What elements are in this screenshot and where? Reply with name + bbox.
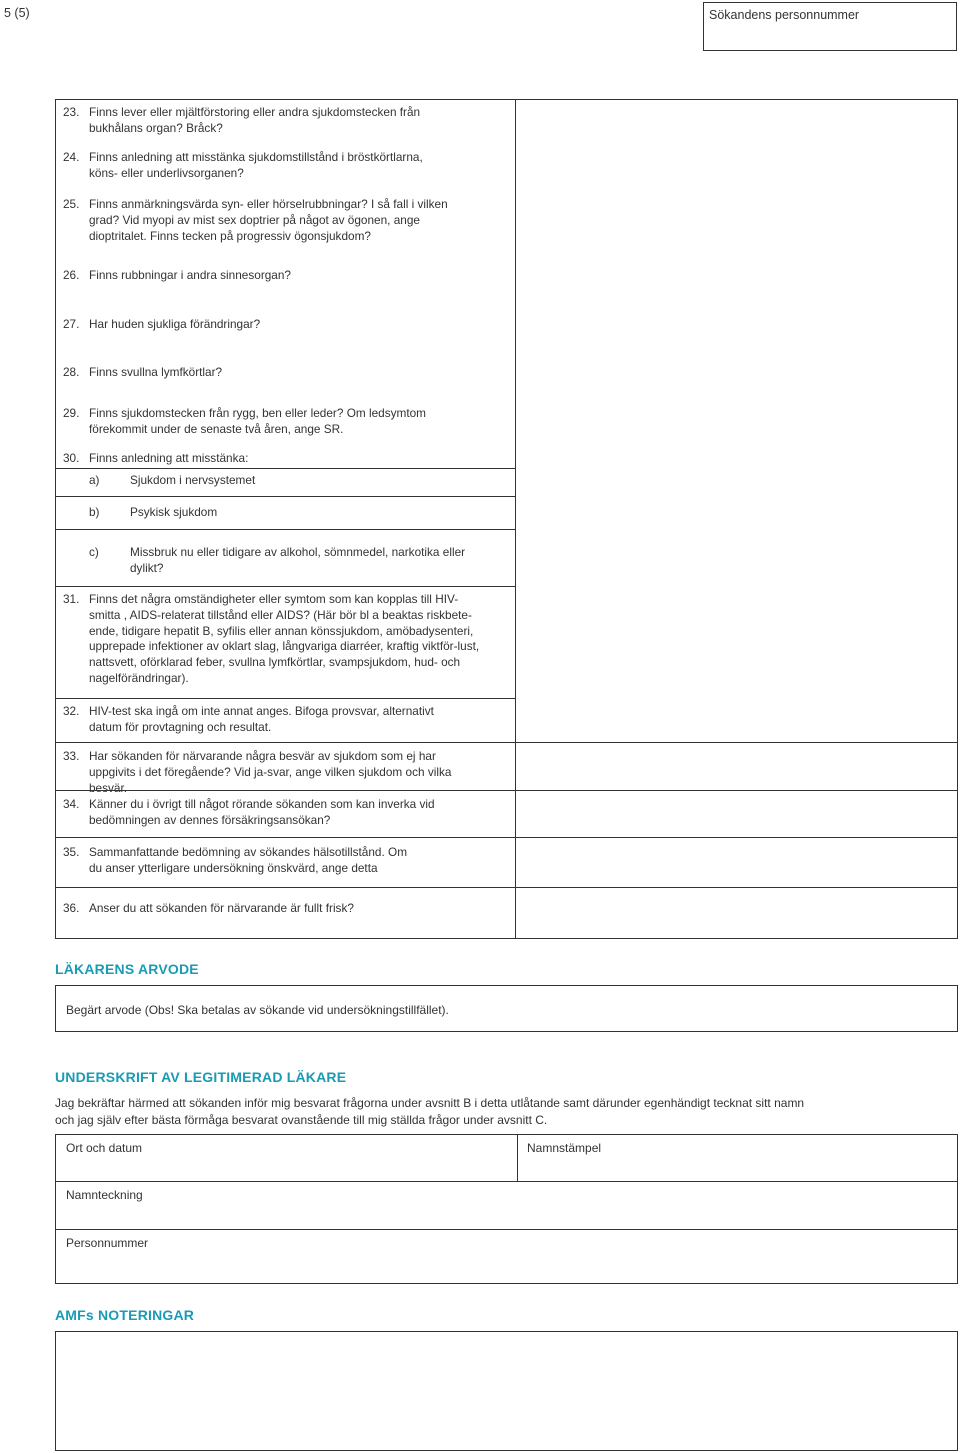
question-32 [63,704,443,736]
question-text: Finns det några omständigheter eller symtom som kan kopplas till HIV-smitta , AIDS-relaterat tillstånd eller AIDS? (Här bör bl a beaktas riskbete-ende, tidigare hepatit B, syfilis eller annan könssjukdom, amöbadysenteri, upprepade infektioner av oklart slag, långvariga diarréer, kraftig viktför-lust, nattsvett, oförklarad feber, svullna lymfkörtlar, svampsjukdom, hud- och nagelförändringar). [89,592,480,685]
question-text: Finns rubbningar i andra sinnesorgan? [89,268,291,282]
question-text: Finns anledning att misstänka: [89,451,249,465]
question-30 [63,451,513,467]
question-number: 33. [63,749,80,763]
answer-field-33[interactable] [516,743,957,790]
question-text: Har huden sjukliga förändringar? [89,317,261,331]
question-29 [63,406,483,438]
applicant-id-field[interactable] [703,2,957,51]
row-divider [55,468,515,469]
question-28 [63,365,513,381]
personal-number-label: Personnummer [66,1236,149,1250]
question-number: 28. [63,365,80,379]
question-25 [63,197,473,244]
name-stamp-label: Namnstämpel [527,1141,602,1155]
place-date-label: Ort och datum [66,1141,143,1155]
row-divider [55,698,515,699]
name-stamp-field[interactable] [518,1135,957,1181]
applicant-id-label: Sökandens personnummer [709,8,860,22]
question-number: 27. [63,317,80,331]
answer-field-35[interactable] [516,838,957,887]
question-text: Finns lever eller mjältförstoring eller andra sjukdomstecken från bukhålans organ? Bråck? [89,105,421,135]
subquestion-letter: a) [89,473,100,487]
row-divider [55,496,515,497]
subquestion-b [89,505,509,521]
question-27 [63,317,513,333]
question-number: 26. [63,268,80,282]
question-text: Sammanfattande bedömning av sökandes hälsotillstånd. Om du anser ytterligare undersökning önskvärd, ange detta [89,845,408,875]
signature-field[interactable] [56,1182,957,1229]
question-number: 24. [63,150,80,164]
question-text: HIV-test ska ingå om inte annat anges. Bifoga provsvar, alternativt datum för provtagning och resultat. [89,704,434,734]
row-divider [55,529,515,530]
question-number: 32. [63,704,80,718]
subquestion-text: Sjukdom i nervsystemet [130,473,256,487]
question-24 [63,150,433,182]
fee-label: Begärt arvode (Obs! Ska betalas av sökande vid undersökningstillfället). [66,1003,449,1017]
signature-declaration: Jag bekräftar härmed att sökanden inför mig besvarat frågorna under avsnitt B i detta utlåtande samt därunder egenhändigt tecknat sitt namn och jag själv efter bästa förmåga besvarat ovanstående till mig ställda frågor under avsnitt C. [55,1096,805,1127]
question-number: 23. [63,105,80,119]
subquestion-text: Missbruk nu eller tidigare av alkohol, sömnmedel, narkotika eller dylikt? [130,545,466,575]
question-text: Känner du i övrigt till något rörande sökanden som kan inverka vid bedömningen av dennes försäkringsansökan? [89,797,435,827]
page-number: 5 (5) [4,6,30,20]
question-number: 35. [63,845,80,859]
subquestion-letter: b) [89,505,100,519]
answer-field-23-31[interactable] [516,100,957,742]
question-33 [63,749,483,796]
subquestion-c [89,545,469,577]
question-36 [63,901,513,917]
notes-heading: AMFs NOTERINGAR [55,1307,195,1323]
subquestion-a [89,473,509,489]
question-number: 29. [63,406,80,420]
question-text: Finns svullna lymfkörtlar? [89,365,223,379]
row-divider [55,586,515,587]
personal-number-field[interactable] [56,1230,957,1283]
notes-field[interactable] [55,1331,958,1451]
answer-field-34[interactable] [516,791,957,837]
question-35 [63,845,413,877]
question-number: 30. [63,451,80,465]
fee-field[interactable] [55,985,958,1032]
fee-heading: LÄKARENS ARVODE [55,961,199,977]
signature-label: Namnteckning [66,1188,143,1202]
place-date-field[interactable] [56,1135,517,1181]
answer-field-36[interactable] [516,888,957,938]
question-number: 31. [63,592,80,606]
question-text: Finns anmärkningsvärda syn- eller hörselrubbningar? I så fall i vilken grad? Vid myopi av mist sex doptrier på något av ögonen, ange dioptritalet. Finns tecken på progressiv ögonsjukdom? [89,197,448,243]
subquestion-letter: c) [89,545,99,559]
question-number: 36. [63,901,80,915]
question-31 [63,592,483,687]
question-text: Anser du att sökanden för närvarande är fullt frisk? [89,901,354,915]
question-number: 25. [63,197,80,211]
question-text: Finns sjukdomstecken från rygg, ben eller leder? Om ledsymtom förekommit under de senaste två åren, ange SR. [89,406,427,436]
signature-heading: UNDERSKRIFT AV LEGITIMERAD LÄKARE [55,1069,347,1085]
question-number: 34. [63,797,80,811]
question-text: Finns anledning att misstänka sjukdomstillstånd i bröstkörtlarna, köns- eller underlivsorganen? [89,150,423,180]
question-23 [63,105,423,137]
question-34 [63,797,443,829]
question-26 [63,268,513,284]
question-text: Har sökanden för närvarande några besvär av sjukdom som ej har uppgivits i det föregående? Vid ja-svar, ange vilken sjukdom och vilka besvär. [89,749,452,795]
subquestion-text: Psykisk sjukdom [130,505,218,519]
